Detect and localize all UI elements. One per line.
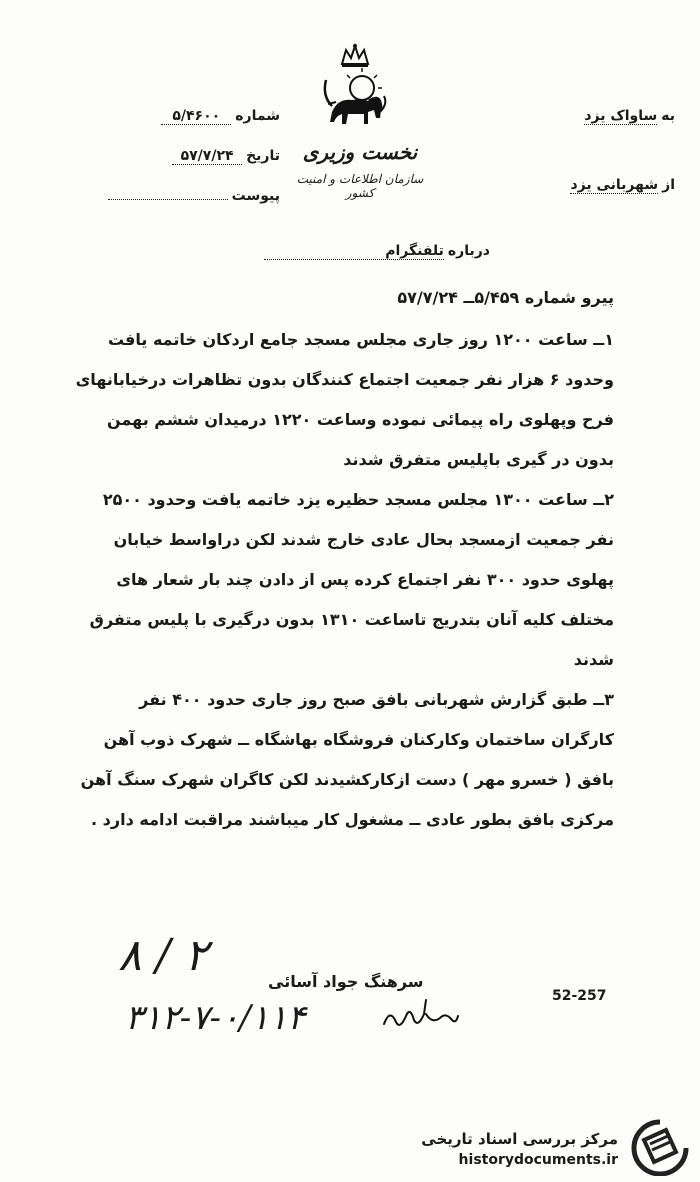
footer-organization-name: مرکز بررسی اسناد تاریخی [421,1130,618,1148]
document-number-label: شماره [235,108,280,124]
handwritten-note-upper: ۸ / ۲ [118,930,209,981]
lion-and-sun-emblem-icon [318,42,392,138]
document-center-logo-icon [630,1118,690,1176]
recipient-value: ساواک یزد [584,108,658,124]
footer-website: historydocuments.ir [458,1152,618,1168]
subject-field [264,243,490,260]
sender-label: از [662,177,675,193]
sender-value: شهربانی یزد [570,177,659,193]
department-title: نخست وزیری [302,140,418,164]
document-code: 52-257 [552,988,607,1004]
signatory-name: سرهنگ جواد آسائی [268,972,424,991]
paragraph-2: ۲ــ ساعت ۱۳۰۰ مجلس مسجد حظیره یزد خاتمه یافت وحدود ۲۵۰۰ نفر جمعیت ازمسجد بحال عادی خارج شدند لکن دراواسط خیابان پهلوی حدود ۳۰۰ نفر اجتماع کرده پس از دادن چند بار شعار های مختلف کلیه آنان بتدریج تاساعت ۱۳۱۰ بدون درگیری با پلیس متفرق شدند [89,490,614,669]
handwritten-signature-icon [380,994,460,1036]
document-date-value: ۵۷/۷/۲۴ [172,148,242,165]
recipient-label: به [661,108,675,124]
attachment-field [108,188,280,204]
paragraph-1: ۱ــ ساعت ۱۲۰۰ روز جاری مجلس مسجد جامع اردکان خاتمه یافت وحدود ۶ هزار نفر جمعیت اجتماع کنندگان بدون تظاهرات درخیابانهای فرح وپهلوی راه پیمائی نموده وساعت ۱۲۲۰ درمیدان ششم بهمن بدون در گیری باپلیس متفرق شدند [75,330,614,469]
document-date-field [172,148,280,165]
paragraph-3: ۳ــ طبق گزارش شهربانی بافق صبح روز جاری حدود ۴۰۰ نفر کارگران ساختمان وکارکنان فروشگاه بهاشگاه ــ شهرک ذوب آهن بافق ( خسرو مهر ) دست ازکارکشیدند لکن کاگران شهرک سنگ آهن مرکزی بافق بطور عادی ــ مشغول کار میباشند مراقبت ادامه دارد . [80,690,614,829]
subject-value: تلفنگرام [264,243,444,260]
document-body [74,278,614,840]
document-number-value: ۵/۴۶۰۰ [161,108,231,125]
subject-label: درباره [447,243,490,259]
sender-field [570,177,675,194]
handwritten-note-lower: ۳۱۲-۷-۰/۱۱۴ [125,998,306,1038]
reference-line: پیرو شماره ۵/۴۵۹ــ ۵۷/۷/۲۴ [397,288,614,307]
attachment-label: پیوست [231,188,280,204]
attachment-value [108,199,228,200]
document-date-label: تاریخ [246,148,280,164]
document-number-field [161,108,280,125]
agency-title: سازمان اطلاعات و امنیت کشور [296,172,424,200]
recipient-field [584,108,675,125]
